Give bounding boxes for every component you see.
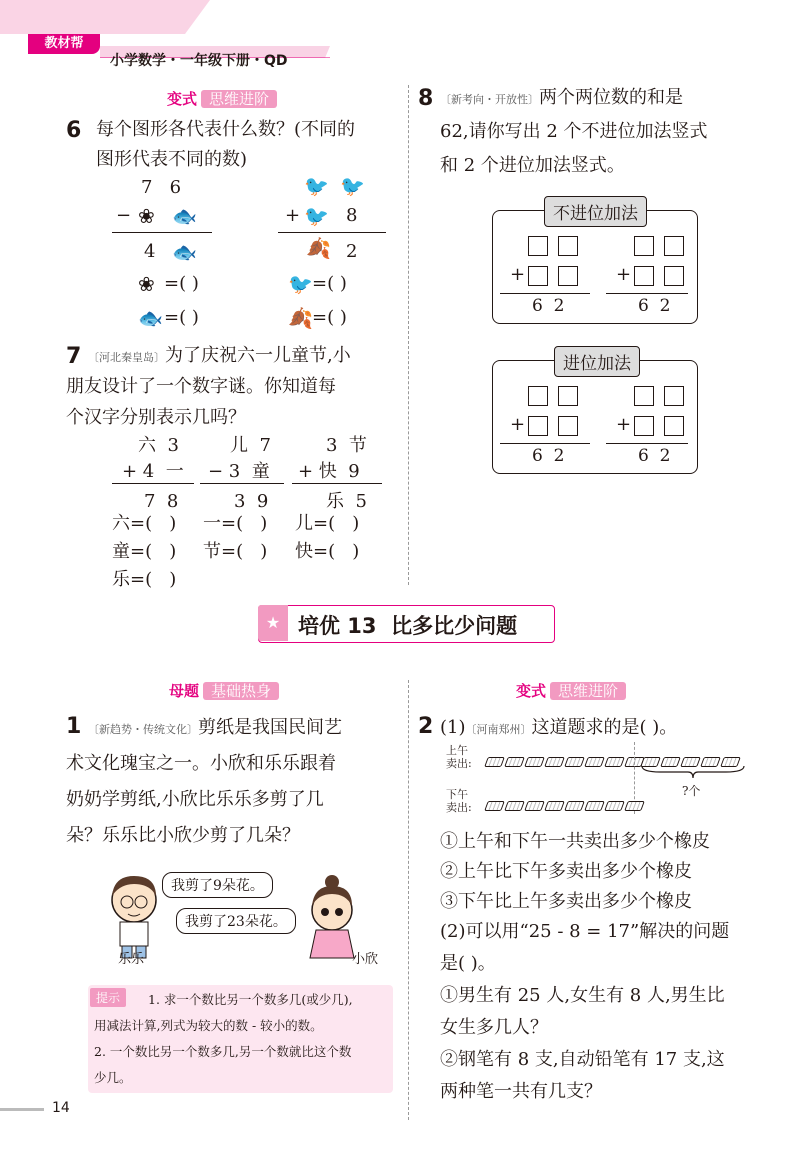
tip-label: 提示 <box>90 988 126 1007</box>
q7-p1-r3: 7 8 <box>144 491 179 512</box>
digit-box[interactable] <box>558 236 578 256</box>
speech-bubble-boy: 我剪了9朵花。 <box>162 872 273 898</box>
sum-rule <box>500 443 590 444</box>
digit-box[interactable] <box>558 266 578 286</box>
q2-option-2: ②上午比下午多卖出多少个橡皮 <box>440 861 692 882</box>
q1-number: 1 <box>66 714 82 739</box>
q7-p3-r3: 乐 5 <box>326 491 367 512</box>
leaf-icon: 🍂 <box>288 306 313 330</box>
q1-text-1: 〔新趋势・传统文化〕剪纸是我国民间艺 <box>88 717 342 738</box>
digit-box[interactable] <box>634 266 654 286</box>
q2-part1: (1)〔河南郑州〕这道题求的是( )。 <box>440 717 678 738</box>
q2-option-1: ①上午和下午一共卖出多少个橡皮 <box>440 831 710 852</box>
q6-p1-ans1: =( ) <box>164 273 199 294</box>
q7-ans-six: 六=( ) <box>112 513 177 534</box>
q1-text-4: 朵？乐乐比小欣少剪了几朵？ <box>66 825 300 846</box>
digit-box[interactable] <box>664 416 684 436</box>
q2-option-5b: 两种笔一共有几支？ <box>440 1081 602 1102</box>
boy-figure <box>112 876 156 958</box>
q7-text-2: 朋友设计了一个数字谜。你知道每 <box>66 376 336 397</box>
plus-sign: + <box>510 414 526 435</box>
plus-sign: + <box>616 264 632 285</box>
sum-value: 6 2 <box>532 446 565 466</box>
q6-text-2: 图形代表不同的数) <box>96 149 248 170</box>
q6-text-1: 每个图形各代表什么数？(不同的 <box>96 119 356 140</box>
eraser-icon <box>584 801 605 811</box>
q7-text-3: 个汉字分别表示几吗？ <box>66 407 246 428</box>
am-erasers <box>486 752 646 771</box>
q1-text-3: 奶奶学剪纸,小欣比乐乐多剪了几 <box>66 789 324 810</box>
eraser-icon <box>544 757 565 767</box>
q6-p2-ans1: =( ) <box>312 273 347 294</box>
flower-icon: ❀ <box>138 204 155 228</box>
fish-icon: 🐟 <box>172 240 197 264</box>
q2-part2: (2)可以用“25 - 8 = 17”解决的问题 <box>440 921 730 942</box>
q6-number: 6 <box>66 118 82 143</box>
digit-box[interactable] <box>634 236 654 256</box>
q8-text-3: 和 2 个进位加法竖式。 <box>440 155 625 176</box>
q7-number: 7 <box>66 344 82 369</box>
pm-label: 下午 卖出: <box>446 788 472 814</box>
brand-badge: 教材帮 <box>28 34 100 54</box>
q2-option-4a: ①男生有 25 人,女生有 8 人,男生比 <box>440 985 725 1006</box>
digit-box[interactable] <box>558 416 578 436</box>
digit-box[interactable] <box>558 386 578 406</box>
digit-box[interactable] <box>528 236 548 256</box>
speech-bubble-girl: 我剪了23朵花。 <box>176 908 296 934</box>
eraser-icon <box>564 801 585 811</box>
q7-ans-kuai: 快=( ) <box>295 541 360 562</box>
quantity-label: ?个 <box>682 784 701 798</box>
q7-ans-jie: 节=( ) <box>203 541 268 562</box>
sum-value: 6 2 <box>638 446 671 466</box>
name-lele: 乐乐 <box>118 952 145 967</box>
leaf-icon: 🍂 <box>306 236 331 260</box>
q7-text-1: 〔河北秦皇岛〕为了庆祝六一儿童节,小 <box>88 345 351 366</box>
plus-sign: + <box>616 414 632 435</box>
q1-text-2: 术文化瑰宝之一。小欣和乐乐跟着 <box>66 753 336 774</box>
q7-p1-r1: 六 3 <box>138 435 179 456</box>
pm-erasers <box>486 796 646 815</box>
q6-p2-ans2: =( ) <box>312 307 347 328</box>
eraser-icon <box>524 757 545 767</box>
q7-ans-le: 乐=( ) <box>112 569 177 590</box>
brace <box>640 764 746 780</box>
sum-rule <box>606 443 688 444</box>
q8-number: 8 <box>418 86 434 111</box>
q7-p3-r2: + 快 9 <box>298 461 360 482</box>
digit-box[interactable] <box>634 386 654 406</box>
eraser-icon <box>524 801 545 811</box>
fish-icon: 🐟 <box>172 204 197 228</box>
eraser-icon <box>624 801 645 811</box>
digit-box[interactable] <box>528 416 548 436</box>
sum-value: 6 2 <box>532 296 565 316</box>
q7-p2-rule <box>200 483 284 484</box>
q6-p1-ans2: =( ) <box>164 307 199 328</box>
bird-icon: 🐦 <box>340 174 365 198</box>
sum-rule <box>606 293 688 294</box>
eraser-icon <box>564 757 585 767</box>
q7-p3-r1: 3 节 <box>326 435 367 456</box>
fish-icon: 🐟 <box>138 306 163 330</box>
q8-text-2: 62,请你写出 2 个不进位加法竖式 <box>440 121 708 142</box>
q6-p1-row1: 7 6 <box>141 177 182 198</box>
digit-box[interactable] <box>528 266 548 286</box>
eraser-icon <box>484 757 505 767</box>
digit-box[interactable] <box>664 386 684 406</box>
eraser-icon <box>604 801 625 811</box>
q6-p1-minus: − <box>116 205 132 226</box>
q7-p2-r3: 3 9 <box>234 491 269 512</box>
page-number: 14 <box>52 1100 70 1116</box>
q7-p1-r2: + 4 一 <box>122 461 184 482</box>
tip-line-1: 1. 求一个数比另一个数多几(或少几), <box>148 992 353 1007</box>
girl-figure <box>310 875 354 958</box>
base-tag: 母题 基础热身 <box>165 680 279 702</box>
eraser-icon <box>604 757 625 767</box>
q2-number: 2 <box>418 714 434 739</box>
bird-icon: 🐦 <box>288 272 313 296</box>
flower-icon: ❀ <box>138 272 155 296</box>
q7-p2-r2: − 3 童 <box>208 461 270 482</box>
variant-tag: 变式 思维进阶 <box>163 88 277 110</box>
header-title: 小学数学・一年级下册・QD <box>110 53 288 69</box>
column-divider <box>408 85 409 585</box>
q2-option-3: ③下午比上午多卖出多少个橡皮 <box>440 891 692 912</box>
eraser-icon <box>544 801 565 811</box>
q7-p1-rule <box>112 483 194 484</box>
section-title: 培优 13 比多比少问题 <box>298 614 518 638</box>
q2-option-4b: 女生多几人？ <box>440 1017 548 1038</box>
tip-line-4: 少几。 <box>94 1070 132 1085</box>
digit-box[interactable] <box>634 416 654 436</box>
eraser-icon <box>504 757 525 767</box>
variant-tag: 变式 思维进阶 <box>512 680 626 702</box>
q6-p2-two: 2 <box>346 241 358 262</box>
sum-rule <box>500 293 590 294</box>
q7-ans-er: 儿=( ) <box>295 513 360 534</box>
tip-line-3: 2. 一个数比另一个数多几,另一个数就比这个数 <box>94 1044 352 1059</box>
q6-p2-plus: + <box>285 205 301 226</box>
star-icon: ★ <box>258 605 288 641</box>
sum-value: 6 2 <box>638 296 671 316</box>
q7-p3-rule <box>292 483 382 484</box>
q2-part2b: 是( )。 <box>440 953 496 974</box>
name-xiaoxin: 小欣 <box>352 952 379 967</box>
q6-p1-rule <box>112 232 212 233</box>
q6-p1-row3: 4 <box>144 241 156 262</box>
bird-icon: 🐦 <box>304 204 329 228</box>
am-label: 上午 卖出: <box>446 744 472 770</box>
footer-rule <box>0 1108 44 1111</box>
q7-ans-one: 一=( ) <box>203 513 268 534</box>
carry-label: 进位加法 <box>554 346 640 377</box>
q7-ans-tong: 童=( ) <box>112 541 177 562</box>
q7-p2-r1: 儿 7 <box>230 435 271 456</box>
digit-box[interactable] <box>664 266 684 286</box>
no-carry-label: 不进位加法 <box>544 196 647 227</box>
q6-p2-eight: 8 <box>346 205 358 226</box>
bird-icon: 🐦 <box>304 174 329 198</box>
q6-p2-rule <box>278 232 386 233</box>
eraser-icon <box>484 801 505 811</box>
digit-box[interactable] <box>664 236 684 256</box>
digit-box[interactable] <box>528 386 548 406</box>
column-divider <box>408 680 409 1120</box>
tip-line-2: 用减法计算,列式为较大的数 - 较小的数。 <box>94 1018 323 1033</box>
eraser-icon <box>504 801 525 811</box>
plus-sign: + <box>510 264 526 285</box>
q8-text-1: 〔新考向・开放性〕两个两位数的和是 <box>440 87 683 108</box>
q2-option-5a: ②钢笔有 8 支,自动铅笔有 17 支,这 <box>440 1049 725 1070</box>
eraser-icon <box>584 757 605 767</box>
